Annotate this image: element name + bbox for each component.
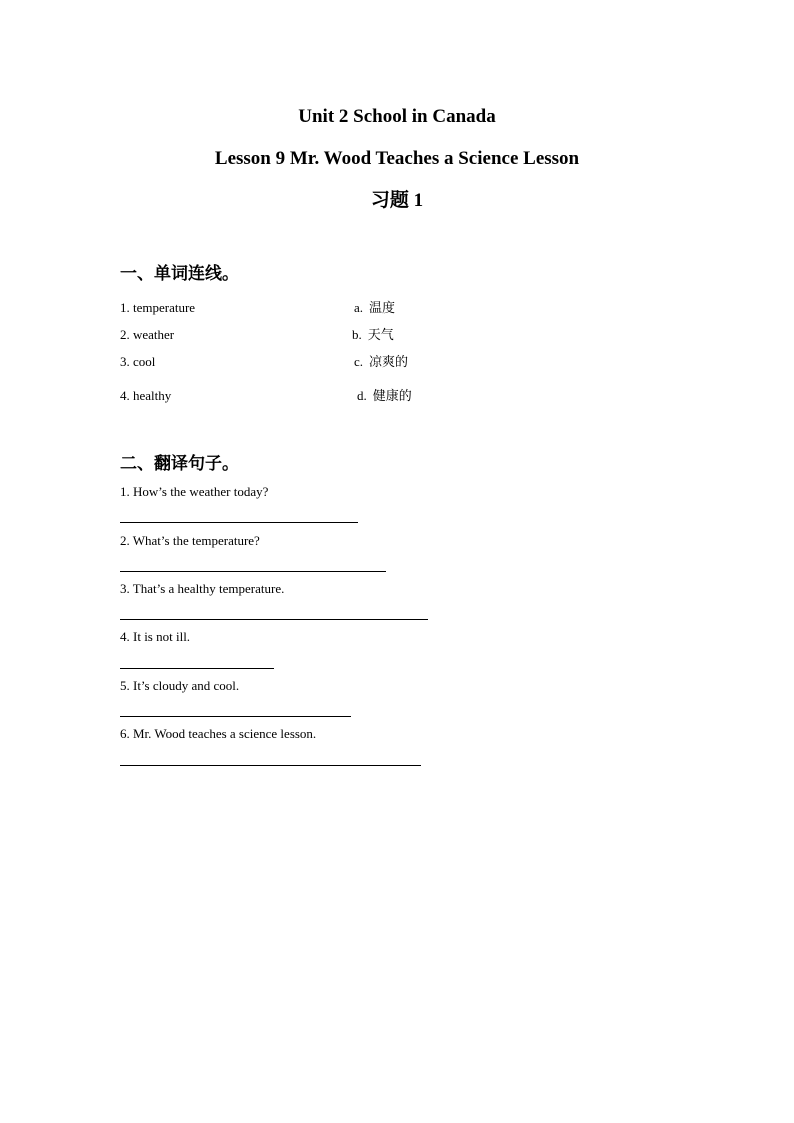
meaning-text: 温度 — [369, 301, 396, 316]
meaning-item-b — [352, 326, 394, 345]
unit-title: Unit 2 School in Canada — [298, 106, 496, 127]
answer-line-5 — [120, 716, 351, 717]
sentence-5: 5. It’s cloudy and cool. — [120, 678, 240, 693]
sentence-2: 2. What’s the temperature? — [120, 533, 260, 548]
sentence-3: 3. That’s a healthy temperature. — [120, 581, 285, 596]
exercise-title: 习题 1 — [370, 190, 424, 211]
meaning-item-a — [354, 299, 395, 318]
word-item-4: 4. healthy — [120, 388, 172, 403]
answer-line-6 — [120, 765, 421, 766]
meaning-text: 健康的 — [372, 389, 412, 404]
meaning-text: 凉爽的 — [369, 355, 409, 370]
meaning-item-c — [354, 353, 408, 372]
answer-line-2 — [120, 571, 386, 572]
word-item-3: 3. cool — [120, 354, 156, 369]
meaning-letter: d. — [357, 388, 367, 403]
sentence-6: 6. Mr. Wood teaches a science lesson. — [120, 726, 317, 741]
word-item-2: 2. weather — [120, 327, 175, 342]
meaning-item-d — [357, 387, 412, 406]
section-1-heading: 一、单词连线。 — [120, 264, 239, 284]
meaning-letter: b. — [352, 327, 362, 342]
sentence-1: 1. How’s the weather today? — [120, 484, 269, 499]
meaning-text: 天气 — [367, 328, 394, 343]
sentence-4: 4. It is not ill. — [120, 629, 191, 644]
answer-line-3 — [120, 619, 428, 620]
answer-line-1 — [120, 522, 358, 523]
section-2-heading: 二、翻译句子。 — [120, 454, 239, 474]
lesson-title: Lesson 9 Mr. Wood Teaches a Science Lesson — [214, 148, 580, 169]
word-item-1: 1. temperature — [120, 300, 196, 315]
answer-line-4 — [120, 668, 274, 669]
meaning-letter: a. — [354, 300, 364, 315]
meaning-letter: c. — [354, 354, 364, 369]
